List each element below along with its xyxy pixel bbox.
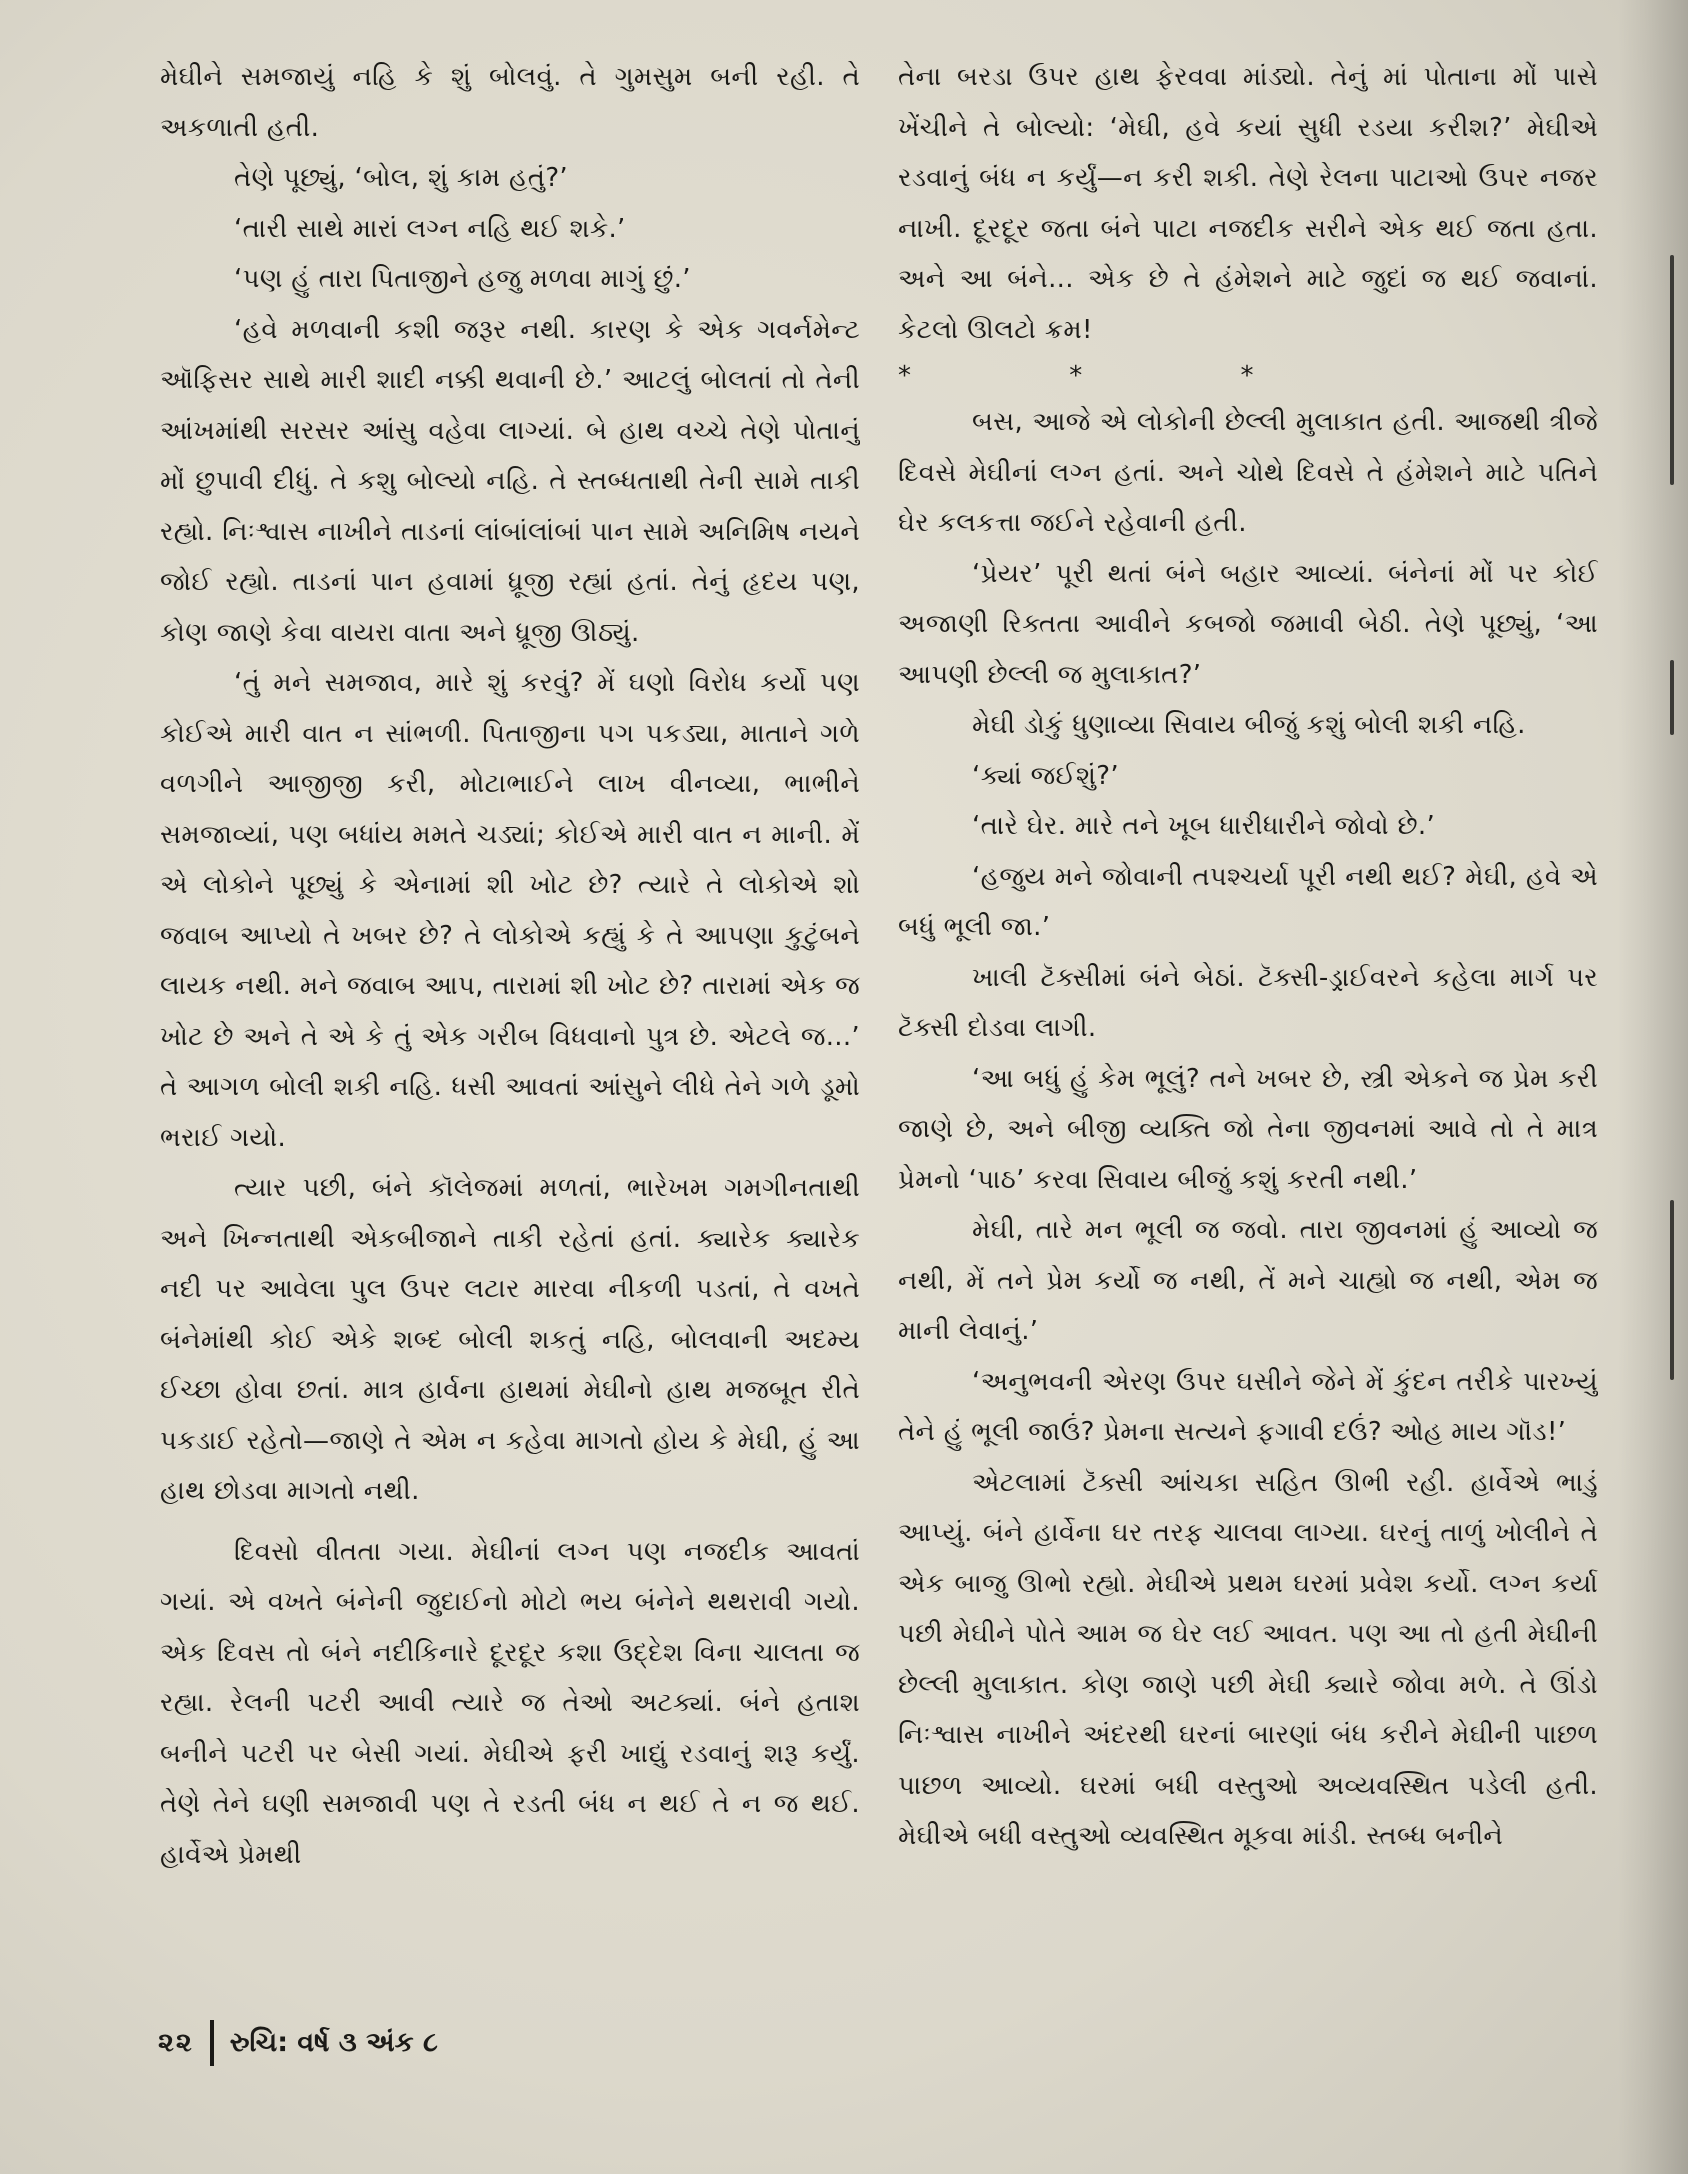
page-footer (158, 2018, 438, 2068)
paragraph: ‘તારે ઘેર. મારે તને ખૂબ ધારીધારીને જોવો છે.’ (972, 811, 1436, 841)
paragraph: ‘પણ હું તારા પિતાજીને હજુ મળવા માગું છું.’ (234, 264, 691, 294)
paragraph: ‘તું મને સમજાવ, મારે શું કરવું? મેં ઘણો વિરોધ કર્યો પણ કોઈએ મારી વાત ન સાંભળી. પિતાજીના પગ પકડ્યા, માતાને ગળે વળગીને આજીજી કરી, મોટાભાઈને લાખ વીનવ્યા, ભાભીને સમજાવ્યાં, પણ બધાંય મમતે ચડ્યાં; કોઈએ મારી વાત ન માની. મેં એ લોકોને પૂછ્યું કે એનામાં શી ખોટ છે? ત્યારે તે લોકોએ શો જવાબ આપ્યો તે ખબર છે? તે લોકોએ કહ્યું કે તે આપણા કુટુંબને લાયક નથી. મને જવાબ આપ, તારામાં શી ખોટ છે? તારામાં એક જ ખોટ છે અને તે એ કે તું એક ગરીબ વિધવાનો પુત્ર છે. એટલે જ...’ તે આગળ બોલી શકી નહિ. ધસી આવતાં આંસુને લીધે તેને ગળે ડૂમો ભરાઈ ગયો. (160, 668, 860, 1153)
margin-mark (1670, 1200, 1674, 1380)
paragraph: તેના બરડા ઉપર હાથ ફેરવવા માંડ્યો. તેનું માં પોતાના મોં પાસે ખેંચીને તે બોલ્યો: ‘મેઘી, હવે કયાં સુધી રડયા કરીશ?’ મેઘીએ રડવાનું બંધ ન કર્યું—ન કરી શકી. તેણે રેલના પાટાઓ ઉપર નજર નાખી. દૂરદૂર જતા બંને પાટા નજદીક સરીને એક થઈ જતા હતા. અને આ બંને... એક છે તે હંમેશને માટે જુદાં જ થઈ જવાનાં. કેટલો ઊલટો ક્રમ! (898, 62, 1598, 345)
paragraph: બસ, આજે એ લોકોની છેલ્લી મુલાકાત હતી. આજથી ત્રીજે દિવસે મેઘીનાં લગ્ન હતાં. અને ચોથે દિવસે તે હંમેશને માટે પતિને ઘેર કલકત્તા જઈને રહેવાની હતી. (898, 407, 1598, 538)
paragraph: ‘આ બધું હું કેમ ભૂલું? તને ખબર છે, સ્ત્રી એકને જ પ્રેમ કરી જાણે છે, અને બીજી વ્યક્તિ જો તેના જીવનમાં આવે તો તે માત્ર પ્રેમનો ‘પાઠ’ કરવા સિવાય બીજું કશું કરતી નથી.’ (898, 1063, 1598, 1195)
paragraph: દિવસો વીતતા ગયા. મેઘીનાં લગ્ન પણ નજદીક આવતાં ગયાં. એ વખતે બંનેની જુદાઈનો મોટો ભય બંનેને થથરાવી ગયો. એક દિવસ તો બંને નદીકિનારે દૂરદૂર કશા ઉદ્દેશ વિના ચાલતા જ રહ્યા. રેલની પટરી આવી ત્યારે જ તેઓ અટક્યાં. બંને હતાશ બનીને પટરી પર બેસી ગયાં. મેઘીએ ફરી ખાદ્યું રડવાનું શરૂ કર્યું. તેણે તેને ઘણી સમજાવી પણ તે રડતી બંધ ન થઈ તે ન જ થઈ. હાર્વેએ પ્રેમથી (160, 1536, 860, 1870)
margin-mark (1670, 660, 1674, 735)
section-break: * * * (898, 361, 1254, 391)
paragraph: ‘હવે મળવાની કશી જરૂર નથી. કારણ કે એક ગવર્નમેન્ટ ઑફિસર સાથે મારી શાદી નક્કી થવાની છે.’ આટલું બોલતાં તો તેની આંખમાંથી સરસર આંસુ વહેવા લાગ્યાં. બે હાથ વચ્ચે તેણે પોતાનું મોં છુપાવી દીધું. તે કશુ બોલ્યો નહિ. તે સ્તબ્ધતાથી તેની સામે તાકી રહ્યો. નિઃશ્વાસ નાખીને તાડનાં લાંબાંલાંબાં પાન સામે અનિમિષ નયને જોઈ રહ્યો. તાડનાં પાન હવામાં ધ્રૂજી રહ્યાં હતાં. તેનું હૃદય પણ, કોણ જાણે કેવા વાયરા વાતા અને ધ્રૂજી ઊઠ્યું. (160, 314, 860, 648)
page-number: ૨૨ (158, 2027, 194, 2058)
paragraph: મેઘીને સમજાયું નહિ કે શું બોલવું. તે ગુમસુમ બની રહી. તે અકળાતી હતી. (160, 62, 860, 143)
paragraph: મેઘી, તારે મન ભૂલી જ જવો. તારા જીવનમાં હું આવ્યો જ નથી, મેં તને પ્રેમ કર્યો જ નથી, તેં મને ચાહ્યો જ નથી, એમ જ માની લેવાનું.’ (898, 1215, 1598, 1346)
publication-info: રુચિ: વર્ષ ૩ અંક ૮ (229, 2027, 438, 2058)
footer-divider (210, 2020, 214, 2066)
paragraph: ‘ક્યાં જઈશું?’ (972, 760, 1119, 791)
paragraph: ત્યાર પછી, બંને કૉલેજમાં મળતાં, ભારેખમ ગમગીનતાથી અને ખિન્નતાથી એકબીજાને તાકી રહેતાં હતાં. ક્યારેક ક્યારેક નદી પર આવેલા પુલ ઉપર લટાર મારવા નીકળી પડતાં, તે વખતે બંનેમાંથી કોઈ એકે શબ્દ બોલી શકતું નહિ, બોલવાની અદમ્ય ઈચ્છા હોવા છતાં. માત્ર હાર્વના હાથમાં મેઘીનો હાથ મજબૂત રીતે પકડાઈ રહેતો—જાણે તે એમ ન કહેવા માગતો હોય કે મેઘી, હું આ હાથ છોડવા માગતો નથી. (160, 1173, 860, 1506)
paragraph: તેણે પૂછ્યું, ‘બોલ, શું કામ હતું?’ (234, 163, 568, 193)
paragraph: ‘પ્રેયર’ પૂરી થતાં બંને બહાર આવ્યાં. બંનેનાં મોં પર કોઈ અજાણી રિક્તતા આવીને કબજો જમાવી બેઠી. તેણે પૂછ્યું, ‘આ આપણી છેલ્લી જ મુલાકાત?’ (898, 558, 1598, 690)
left-column (160, 52, 860, 2012)
paragraph: ખાલી ટૅક્સીમાં બંને બેઠાં. ટૅક્સી-ડ્રાઈવરને કહેલા માર્ગ પર ટૅક્સી દોડવા લાગી. (898, 962, 1598, 1043)
paragraph: ‘અનુભવની એરણ ઉપર ઘસીને જેને મેં કુંદન તરીકે પારખ્યું તેને હું ભૂલી જાઉં? પ્રેમના સત્યને ફગાવી દઉં? ઓહ માય ગૉડ!’ (898, 1366, 1598, 1447)
page-edge-shadow (1618, 0, 1688, 2174)
paragraph: એટલામાં ટૅક્સી આંચકા સહિત ઊભી રહી. હાર્વેએ ભાડું આપ્યું. બંને હાર્વેના ઘર તરફ ચાલવા લાગ્યા. ઘરનું તાળું ખોલીને તે એક બાજુ ઊભો રહ્યો. મેઘીએ પ્રથમ ઘરમાં પ્રવેશ કર્યો. લગ્ન કર્યા પછી મેઘીને પોતે આમ જ ઘેર લઈ આવત. પણ આ તો હતી મેઘીની છેલ્લી મુલાકાત. કોણ જાણે પછી મેઘી ક્યારે જોવા મળે. તે ઊંડો નિઃશ્વાસ નાખીને અંદરથી ઘરનાં બારણાં બંધ કરીને મેઘીની પાછળ પાછળ આવ્યો. ઘરમાં બધી વસ્તુઓ અવ્યવસ્થિત પડેલી હતી. મેઘીએ બધી વસ્તુઓ વ્યવસ્થિત મૂકવા માંડી. સ્તબ્ધ બનીને (898, 1467, 1598, 1851)
paragraph: ‘તારી સાથે મારાં લગ્ન નહિ થઈ શકે.’ (234, 213, 626, 244)
right-column (898, 52, 1598, 2012)
margin-mark (1670, 255, 1674, 485)
paragraph: ‘હજુય મને જોવાની તપશ્ચર્યા પૂરી નથી થઈ? મેઘી, હવે એ બધું ભૂલી જા.’ (898, 861, 1598, 942)
paragraph: મેઘી ડોકું ધુણાવ્યા સિવાય બીજું કશું બોલી શકી નહિ. (972, 710, 1526, 740)
